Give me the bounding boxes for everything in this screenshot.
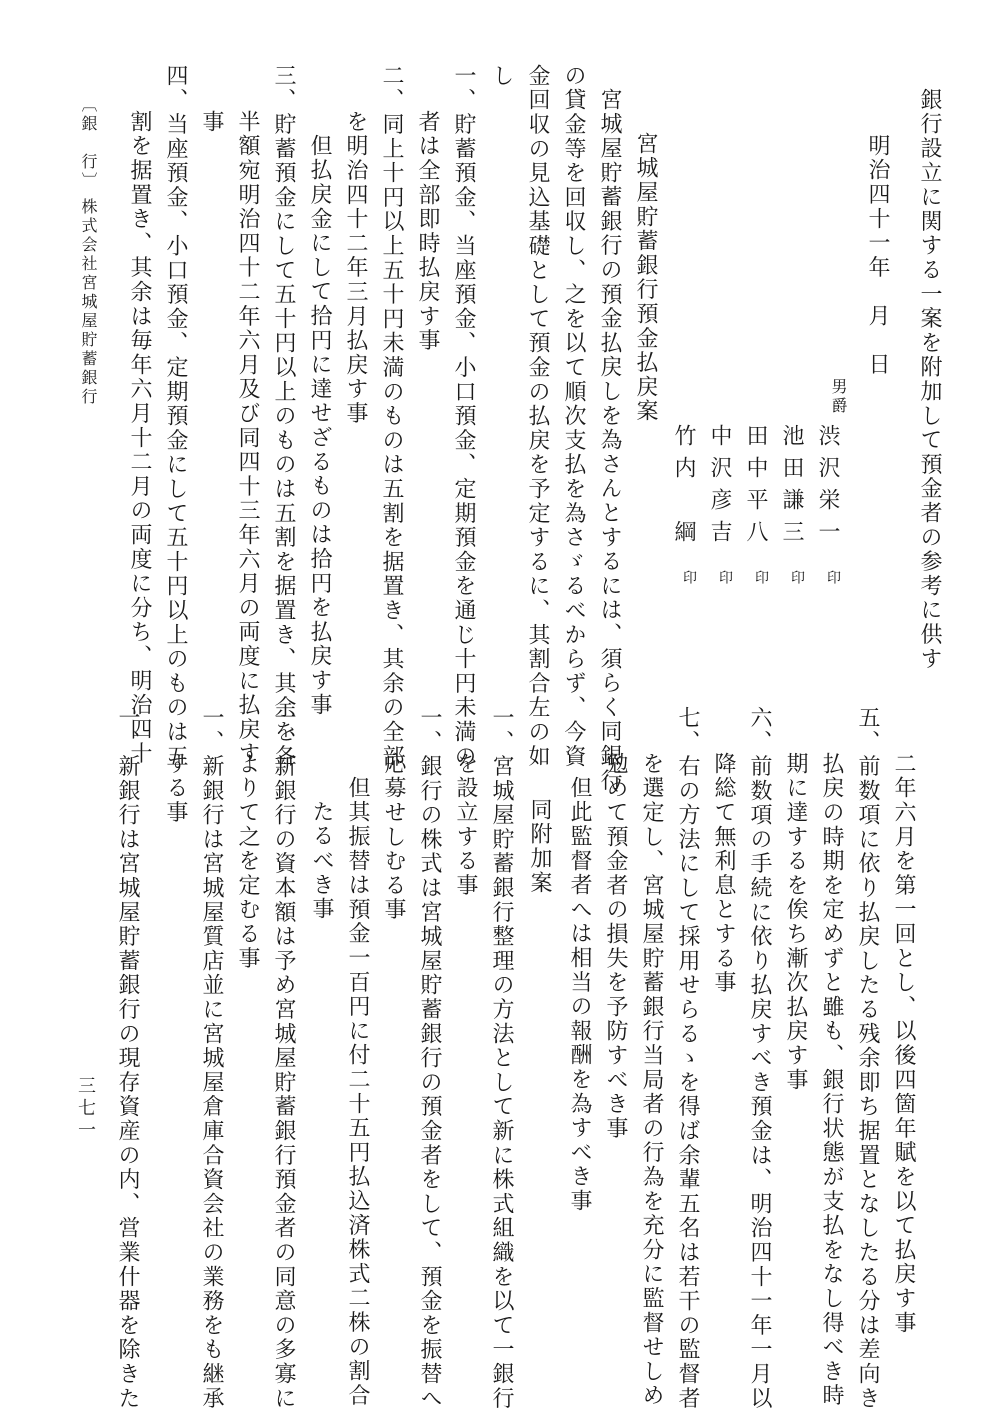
text-line: 五、前数項に依り払戻したる残余即ち据置となしたる分は差向き: [855, 706, 880, 1411]
text-line: の貸金等を回収し、之を以て順次支払を為さゞるべからず、今資: [561, 64, 586, 769]
text-line: 金回収の見込基礎として預金の払戻を予定するに、其割合左の如: [525, 64, 550, 769]
signatory-name: 竹内 綱: [671, 424, 696, 552]
text-line: 勉めて預金者の損失を予防すべき事: [603, 752, 628, 1141]
text-line: 二、同上十円以上五十円未満のものは五割を据置き、其余の全部: [379, 64, 404, 769]
signatory-name: 池田謙三: [779, 424, 804, 552]
text-line: し: [489, 64, 514, 89]
seal-mark: 印: [681, 570, 697, 584]
signatory-name: 渋沢栄一: [815, 424, 840, 552]
text-line: 三、貯蓄預金にして五十円以上のものは五割を据置き、其余を各: [271, 64, 296, 769]
text-line: 但其振替は預金一百円に付二十五円払込済株式二株の割合: [345, 776, 370, 1408]
text-line: 割を据置き、其余は毎年六月十二月の両度に分ち、明治四十: [127, 110, 152, 767]
page-number: 三七一: [75, 1076, 96, 1142]
text-line: 一、宮城屋貯蓄銀行整理の方法として新に株式組織を以て一銀行: [489, 706, 514, 1411]
text-line: 一、銀行の株式は宮城屋貯蓄銀行の預金者をして、預金を振替へ: [417, 706, 442, 1411]
text-line: する事: [163, 752, 188, 825]
signatory-name: 中沢彦吉: [707, 424, 732, 552]
text-line: を明治四十二年三月払戻す事: [343, 110, 368, 426]
text-line: 七、右の方法にして採用せらるゝを得ば余輩五名は若干の監督者: [675, 706, 700, 1411]
text-line: 二年六月を第一回とし、以後四箇年賦を以て払戻す事: [891, 752, 916, 1336]
plan-heading: 宮城屋貯蓄銀行預金払戻案: [633, 132, 658, 424]
text-line: 降総て無利息とする事: [711, 752, 736, 995]
text-line: 一、新銀行の資本額は予め宮城屋貯蓄銀行預金者の同意の多寡に: [271, 706, 296, 1411]
text-line: 但此監督者へは相当の報酬を為すべき事: [567, 776, 592, 1214]
text-line: 一、新銀行は宮城屋質店並に宮城屋倉庫合資会社の業務をも継承: [199, 706, 224, 1411]
text-line: 宮城屋貯蓄銀行の預金払戻しを為さんとするには、須らく同銀行: [597, 88, 622, 793]
section-heading: 同附加案: [527, 798, 552, 896]
text-line: 一、新銀行は宮城屋貯蓄銀行の現存資産の内、営業什器を除きた: [115, 706, 140, 1411]
footer-label: 〔銀 行〕: [79, 96, 98, 191]
text-line: 期に達するを俟ち漸次払戻す事: [783, 752, 808, 1093]
signatory-title: 男爵: [829, 378, 848, 416]
signatory-name: 田中平八: [743, 424, 768, 552]
text-line: を選定し、宮城屋貯蓄銀行当局者の行為を充分に監督せしめ: [639, 752, 664, 1409]
text-line: 六、前数項の手続に依り払戻すべき預金は、明治四十一年一月以: [747, 706, 772, 1411]
text-line: 但払戻金にして拾円に達せざるものは拾円を払戻す事: [307, 134, 332, 718]
text-line: を設立する事: [453, 752, 478, 898]
text-line: 払戻の時期を定めずと雖も、銀行状態が支払をなし得べき時: [819, 752, 844, 1409]
text-line: たるべき事: [309, 800, 334, 922]
text-line: 一、貯蓄預金、当座預金、小口預金、定期預金を通じ十円未満の: [451, 64, 476, 769]
text-line: よりて之を定むる事: [235, 752, 260, 971]
seal-mark: 印: [789, 570, 805, 584]
document-date: 明治四十一年 月 日: [865, 134, 890, 377]
text-line: 四、当座預金、小口預金、定期預金にして五十円以上のものは五: [163, 64, 188, 769]
text-line: 応募せしむる事: [381, 752, 406, 923]
seal-mark: 印: [717, 570, 733, 584]
text-line: 者は全部即時払戻す事: [415, 110, 440, 353]
seal-mark: 印: [753, 570, 769, 584]
footer-company: 株式会社宮城屋貯蓄銀行: [79, 198, 98, 407]
document-title: 銀行設立に関する一案を附加して預金者の参考に供す: [917, 88, 942, 672]
text-line: 事: [199, 110, 224, 135]
text-line: 半額宛明治四十二年六月及び同四十三年六月の両度に払戻す: [235, 110, 260, 767]
seal-mark: 印: [825, 570, 841, 584]
